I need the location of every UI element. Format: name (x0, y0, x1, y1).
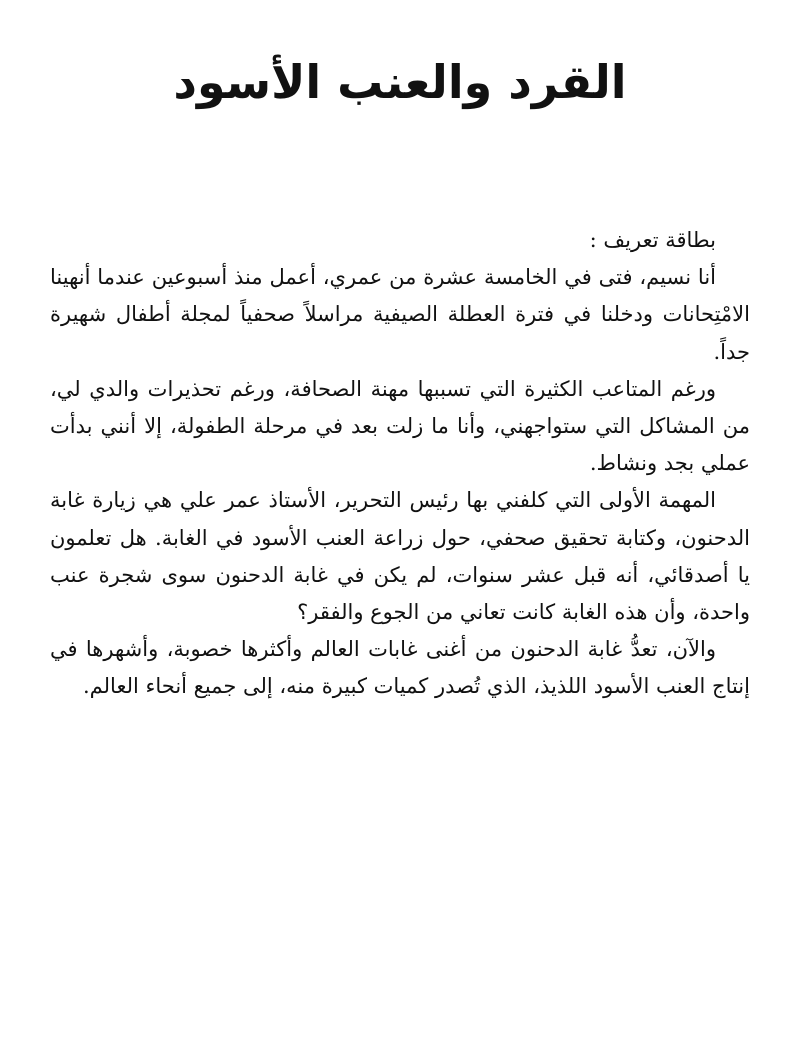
page-title: القرد والعنب الأسود (173, 55, 627, 109)
paragraph-intro: أنا نسيم، فتى في الخامسة عشرة من عمري، أعمل منذ أسبوعين عندما أنهينا الامْتِحانات ودخلنا في فترة العطلة الصيفية مراسلاً صحفياً لمجلة أطفال شهيرة جداً. (50, 265, 750, 364)
body-text (50, 222, 750, 706)
card-heading: بطاقة تعريف : (589, 228, 716, 252)
paragraph-journalism: ورغم المتاعب الكثيرة التي تسببها مهنة الصحافة، ورغم تحذيرات والدي لي، من المشاكل التي ستواجهني، وأنا ما زلت بعد في مرحلة الطفولة، إلا أنني بدأت عملي بجد ونشاط. (50, 376, 750, 476)
paragraph-first-task: المهمة الأولى التي كلفني بها رئيس التحرير، الأستاذ عمر علي هي زيارة غابة الدحنون، وكتابة تحقيق صحفي، حول زراعة العنب الأسود في الغابة. هل تعلمون يا أصدقائي، أنه قبل عشر سنوات، لم يكن في غابة الدحنون سوى شجرة عنب واحدة، وأن هذه الغابة كانت تعاني من الجوع والفقر؟ (50, 488, 751, 625)
paragraph-now: والآن، تعدُّ غابة الدحنون من أغنى غابات العالم وأكثرها خصوبة، وأشهرها في إنتاج العنب الأسود اللذيذ، الذي تُصدر كميات كبيرة منه، إلى جميع أنحاء العالم. (50, 637, 750, 699)
